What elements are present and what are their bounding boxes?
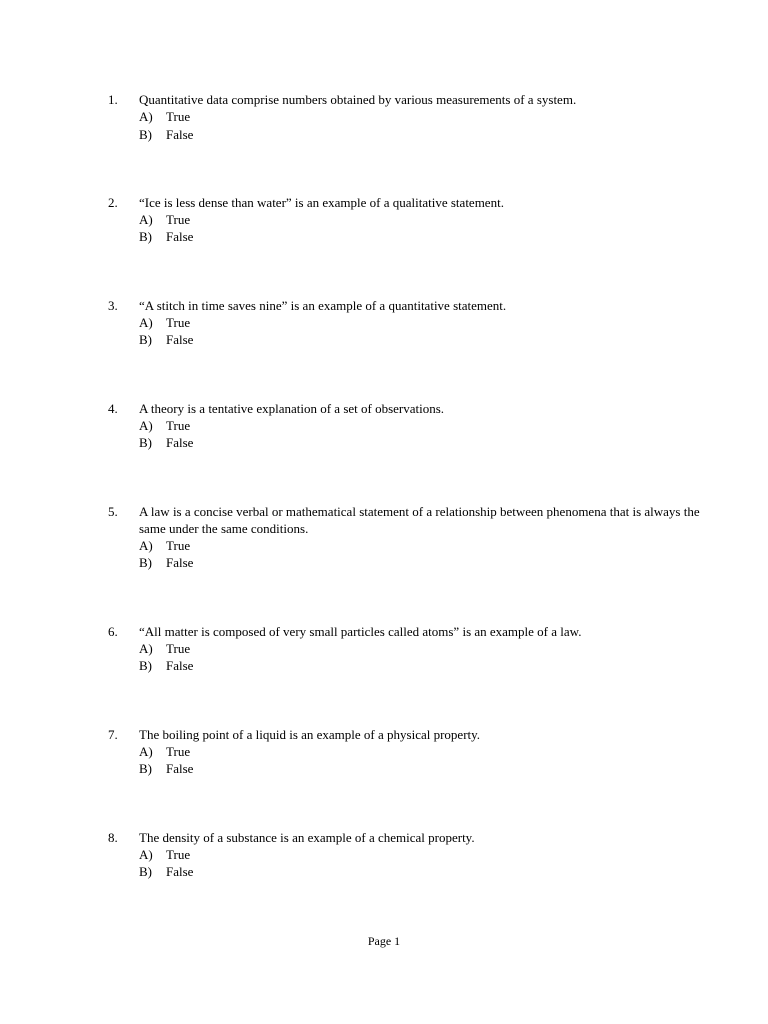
choice-letter: A) (139, 641, 153, 657)
choice-label: False (166, 229, 194, 245)
answer-choice (139, 657, 708, 674)
question-number: 5. (108, 503, 118, 519)
quiz-question-list (108, 91, 708, 931)
question-item (108, 194, 708, 246)
choice-label: False (166, 864, 194, 880)
question-number: 7. (108, 726, 118, 742)
question-body (139, 726, 708, 778)
question-item (108, 400, 708, 452)
answer-choice (139, 434, 708, 451)
question-body (139, 829, 708, 881)
choice-letter: B) (139, 126, 152, 142)
choice-label: False (166, 555, 194, 571)
choice-label: True (166, 846, 191, 862)
answer-choice (139, 331, 708, 348)
choice-letter: B) (139, 658, 152, 674)
answer-choice (139, 846, 708, 863)
page-number: Page 1 (367, 934, 401, 948)
question-text: The density of a substance is an example of a chemical property. (139, 829, 475, 845)
choice-label: False (166, 761, 194, 777)
answer-choice (139, 211, 708, 228)
choice-letter: B) (139, 332, 152, 348)
question-number: 4. (108, 400, 118, 416)
question-text: “Ice is less dense than water” is an example of a qualitative statement. (139, 194, 504, 210)
question-text: A theory is a tentative explanation of a set of observations. (139, 400, 445, 416)
answer-choice (139, 228, 708, 245)
answer-choice (139, 417, 708, 434)
choice-letter: B) (139, 864, 152, 880)
question-body (139, 400, 708, 452)
question-number: 2. (108, 194, 118, 210)
question-body (139, 194, 708, 246)
question-item (108, 726, 708, 778)
question-item (108, 503, 708, 572)
choice-letter: B) (139, 555, 152, 571)
choice-label: True (166, 641, 191, 657)
choice-label: False (166, 332, 194, 348)
question-text: A law is a concise verbal or mathematical statement of a relationship between phenomena that is always the same under the same conditions. (139, 503, 700, 536)
page-footer (0, 933, 768, 950)
choice-letter: B) (139, 435, 152, 451)
choice-letter: B) (139, 229, 152, 245)
choice-label: False (166, 658, 194, 674)
answer-choice (139, 760, 708, 777)
answer-choice (139, 554, 708, 571)
choice-label: True (166, 417, 191, 433)
choice-letter: A) (139, 315, 153, 331)
answer-choice (139, 640, 708, 657)
answer-choice (139, 108, 708, 125)
choice-label: True (166, 315, 191, 331)
choice-letter: B) (139, 761, 152, 777)
choice-letter: A) (139, 417, 153, 433)
question-number: 3. (108, 297, 118, 313)
question-number: 6. (108, 623, 118, 639)
question-body (139, 503, 708, 572)
question-body (139, 623, 708, 675)
choice-letter: A) (139, 743, 153, 759)
question-item (108, 91, 708, 143)
answer-choice (139, 314, 708, 331)
question-body (139, 297, 708, 349)
answer-choice (139, 863, 708, 880)
question-text: Quantitative data comprise numbers obtained by various measurements of a system. (139, 92, 577, 107)
question-item (108, 623, 708, 675)
choice-letter: A) (139, 109, 153, 125)
answer-choice (139, 537, 708, 554)
choice-letter: A) (139, 212, 153, 228)
question-number: 1. (108, 92, 118, 107)
question-text: The boiling point of a liquid is an example of a physical property. (139, 726, 481, 742)
choice-letter: A) (139, 846, 153, 862)
question-text: “All matter is composed of very small particles called atoms” is an example of a law. (139, 623, 582, 639)
choice-label: True (166, 743, 191, 759)
question-text: “A stitch in time saves nine” is an example of a quantitative statement. (139, 297, 507, 313)
answer-choice (139, 743, 708, 760)
choice-letter: A) (139, 538, 153, 554)
choice-label: False (166, 435, 194, 451)
question-item (108, 829, 708, 881)
choice-label: True (166, 109, 191, 125)
choice-label: True (166, 538, 191, 554)
answer-choice (139, 126, 708, 143)
question-body (139, 91, 708, 143)
choice-label: True (166, 212, 191, 228)
question-item (108, 297, 708, 349)
choice-label: False (166, 126, 194, 142)
question-number: 8. (108, 829, 118, 845)
